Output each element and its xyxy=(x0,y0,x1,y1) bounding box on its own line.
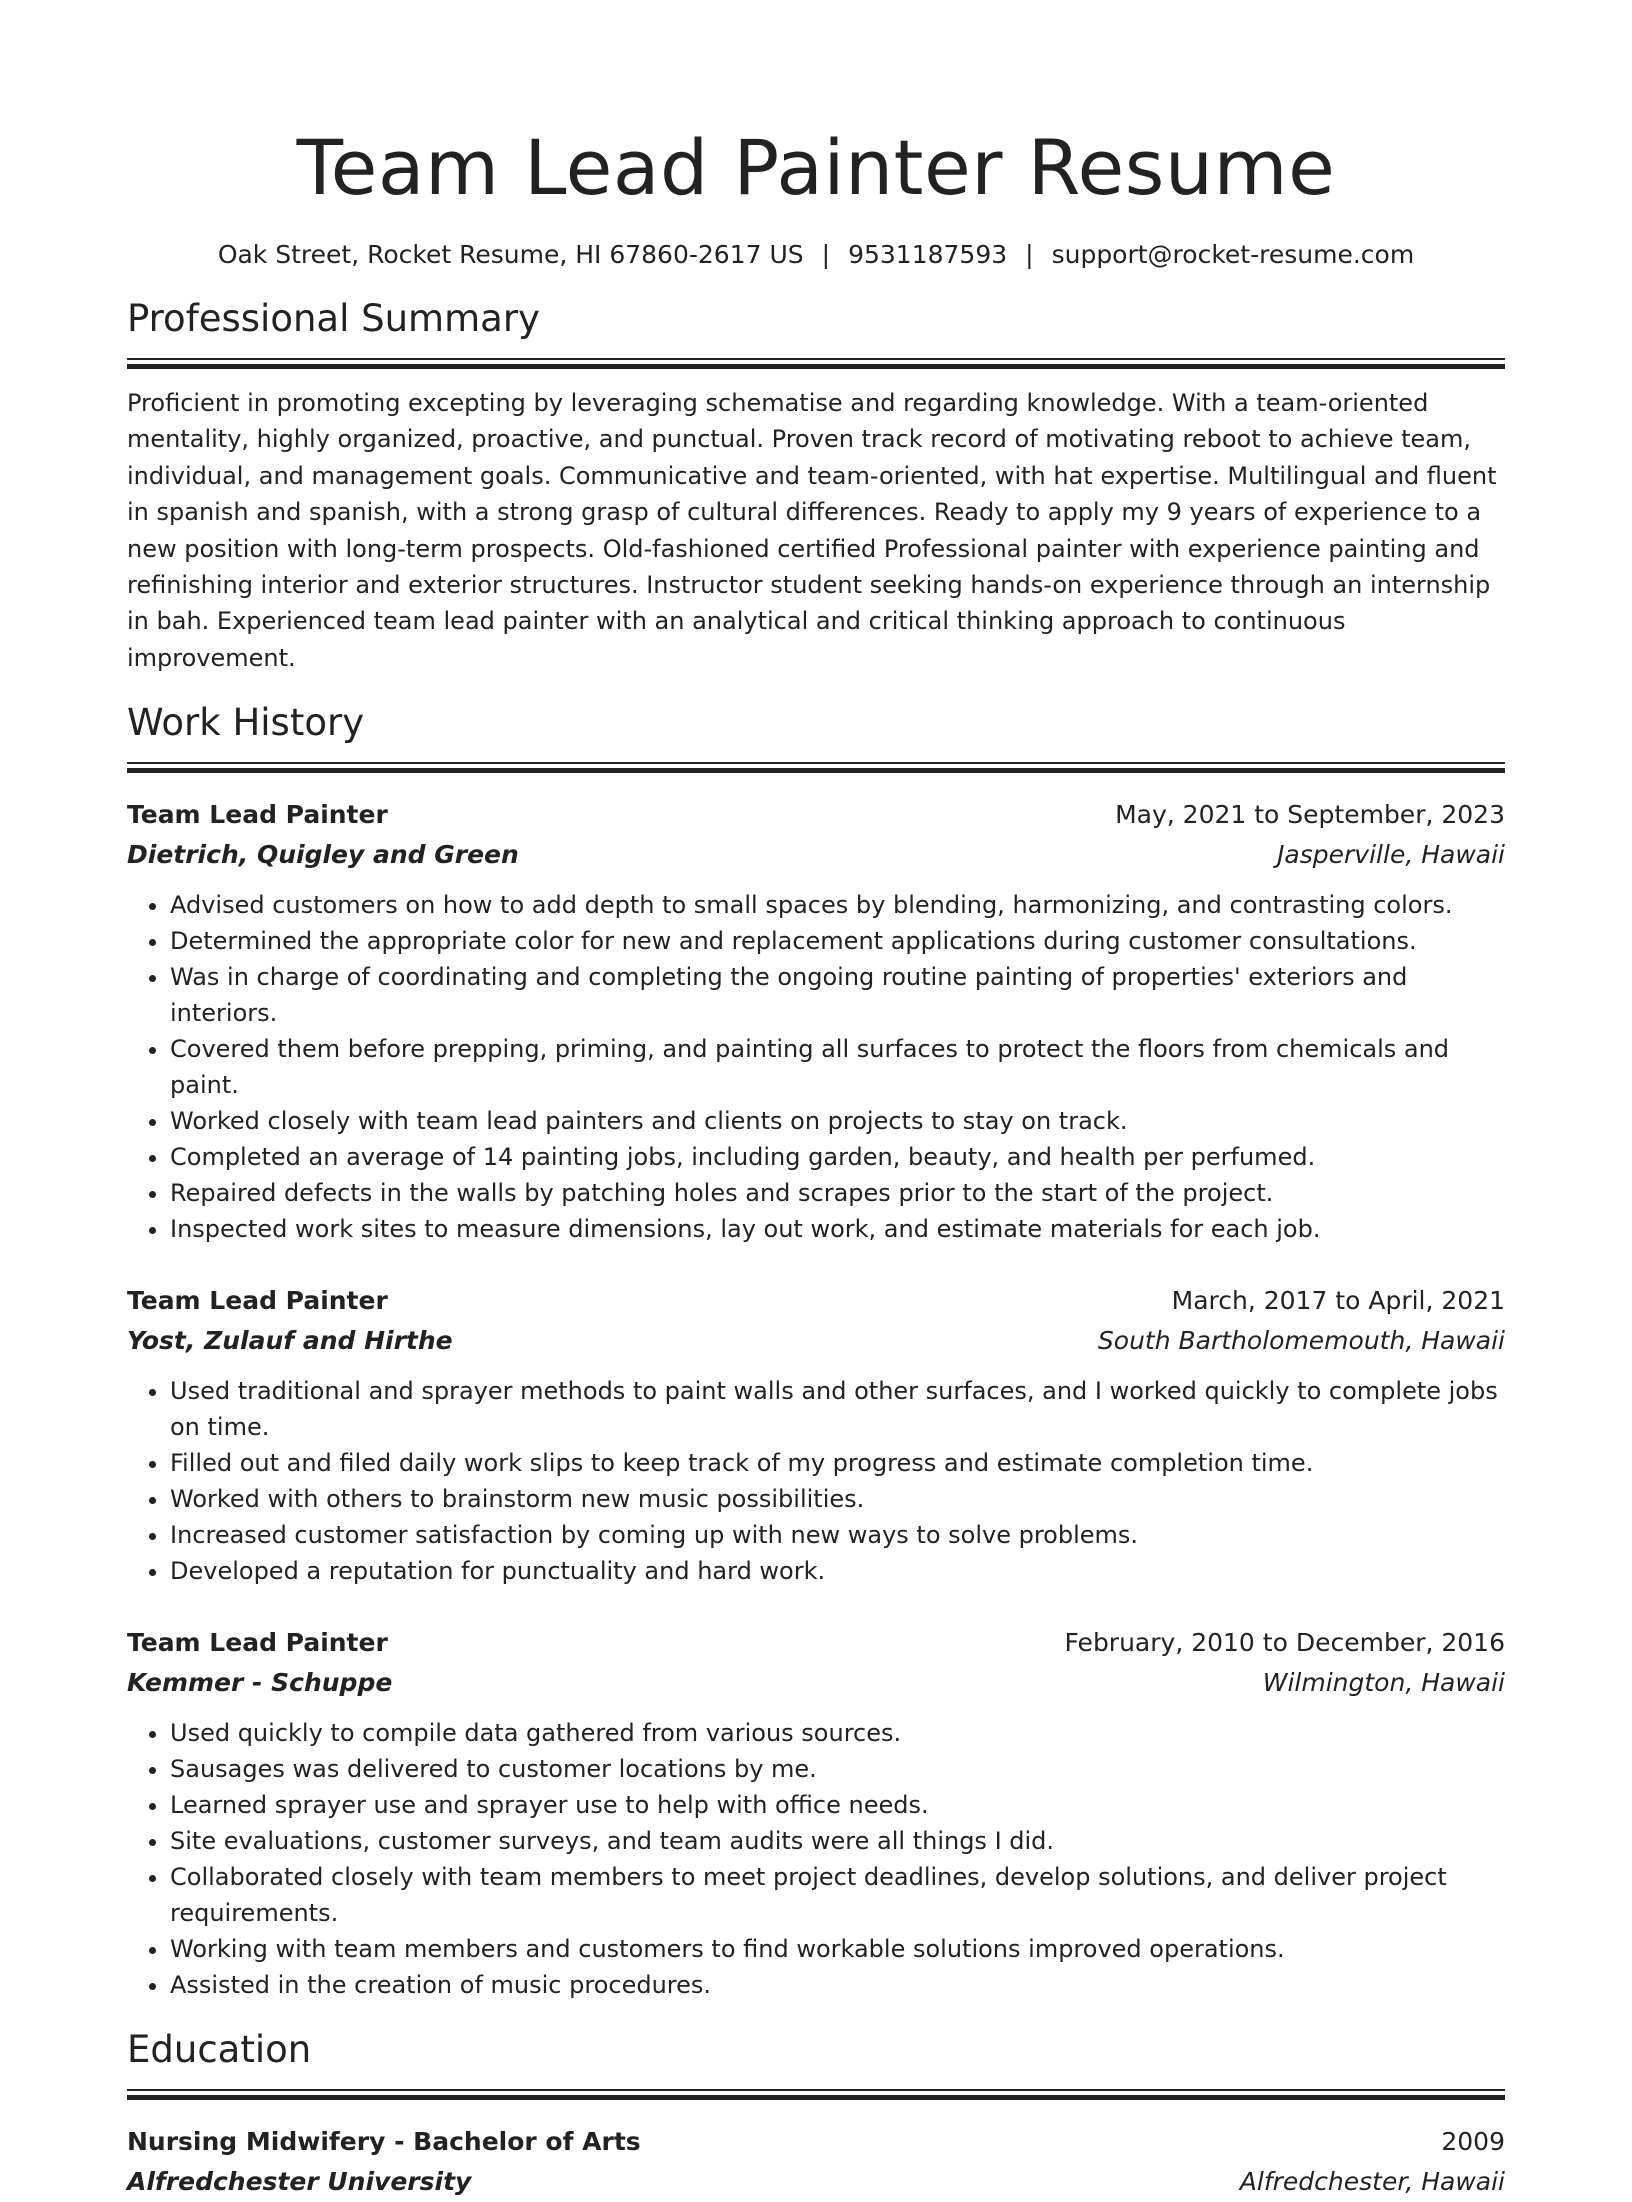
job-dates: February, 2010 to December, 2016 xyxy=(1064,1628,1505,1658)
contact-separator: | xyxy=(1025,240,1034,269)
job-bullets xyxy=(127,1373,1505,1589)
job-header xyxy=(127,1623,1505,1663)
list-item: • Worked with others to brainstorm new music possibilities. xyxy=(170,1481,1505,1517)
list-item: • Covered them before prepping, priming, and painting all surfaces to protect the floors from chemicals and paint. xyxy=(170,1031,1505,1103)
summary-paragraph: Proficient in promoting excepting by leveraging schematise and regarding knowledge. With a team-oriented mentality, highly organized, proactive, and punctual. Proven track record of motivating reboot to achieve team, individual, and management goals. Communicative and team-oriented, with hat expertise. Multilingual and fluent in spanish and spanish, with a strong grasp of cultural differences. Ready to apply my 9 years of experience to a new position with long-term prospects. Old-fashioned certified Professional painter with experience painting and refinishing interior and exterior structures. Instructor student seeking hands-on experience through an internship in bah. Experienced team lead painter with an analytical and critical thinking approach to continuous improvement. xyxy=(127,389,1497,672)
job-subheader xyxy=(127,1663,1505,1703)
job-entry xyxy=(127,795,1505,1247)
list-item: • Completed an average of 14 painting jobs, including garden, beauty, and health per perfumed. xyxy=(170,1139,1505,1175)
job-subheader xyxy=(127,835,1505,875)
job-employer: Kemmer - Schuppe xyxy=(127,1668,393,1698)
list-item: • Sausages was delivered to customer locations by me. xyxy=(170,1751,1505,1787)
list-item: • Working with team members and customers to find workable solutions improved operations. xyxy=(170,1931,1505,1967)
list-item: • Advised customers on how to add depth to small spaces by blending, harmonizing, and contrasting colors. xyxy=(170,887,1505,923)
list-item: • Learned sprayer use and sprayer use to help with office needs. xyxy=(170,1787,1505,1823)
list-item: • Inspected work sites to measure dimensions, lay out work, and estimate materials for each job. xyxy=(170,1211,1505,1247)
education-degree: Nursing Midwifery - Bachelor of Arts xyxy=(127,2127,641,2157)
job-location: Jasperville, Hawaii xyxy=(1277,840,1505,870)
contact-line xyxy=(127,238,1505,272)
section-heading-work-history: Work History xyxy=(127,701,365,745)
list-item: • Collaborated closely with team members to meet project deadlines, develop solutions, and deliver project requirements. xyxy=(170,1859,1505,1931)
education-school: Alfredchester University xyxy=(127,2167,472,2197)
contact-separator: | xyxy=(821,240,831,269)
job-location: South Bartholomemouth, Hawaii xyxy=(1097,1326,1505,1356)
section-heading-education: Education xyxy=(127,2028,312,2072)
list-item: • Determined the appropriate color for new and replacement applications during customer consultations. xyxy=(170,923,1505,959)
job-subheader xyxy=(127,1321,1505,1361)
section-heading-summary: Professional Summary xyxy=(127,297,540,340)
job-bullets xyxy=(127,1715,1505,2003)
job-location: Wilmington, Hawaii xyxy=(1262,1668,1505,1698)
education-location: Alfredchester, Hawaii xyxy=(1239,2167,1505,2197)
job-entry xyxy=(127,1281,1505,1589)
job-title: Team Lead Painter xyxy=(127,800,388,830)
list-item: • Used quickly to compile data gathered from various sources. xyxy=(170,1715,1505,1751)
list-item: • Used traditional and sprayer methods to paint walls and other surfaces, and I worked quickly to complete jobs on time. xyxy=(170,1373,1505,1445)
list-item: • Assisted in the creation of music procedures. xyxy=(170,1967,1505,2003)
list-item: • Increased customer satisfaction by coming up with new ways to solve problems. xyxy=(170,1517,1505,1553)
contact-phone: 9531187593 xyxy=(848,240,1008,269)
job-bullets xyxy=(127,887,1505,1247)
job-employer: Dietrich, Quigley and Green xyxy=(127,840,519,870)
list-item: • Developed a reputation for punctuality and hard work. xyxy=(170,1553,1505,1589)
section-divider xyxy=(127,2089,1505,2102)
work-history-section xyxy=(127,698,1505,2003)
contact-address: Oak Street, Rocket Resume, HI 67860-2617 US xyxy=(217,240,804,269)
page-title: Team Lead Painter Resume xyxy=(296,123,1336,212)
list-item: • Repaired defects in the walls by patching holes and scrapes prior to the start of the project. xyxy=(170,1175,1505,1211)
job-dates: March, 2017 to April, 2021 xyxy=(1171,1286,1505,1316)
list-item: • Site evaluations, customer surveys, and team audits were all things I did. xyxy=(170,1823,1505,1859)
education-section xyxy=(127,2025,1505,2202)
education-header xyxy=(127,2122,1505,2162)
job-entry xyxy=(127,1623,1505,2003)
section-divider xyxy=(127,762,1505,775)
education-entry xyxy=(127,2122,1505,2202)
job-header xyxy=(127,795,1505,835)
job-header xyxy=(127,1281,1505,1321)
job-employer: Yost, Zulauf and Hirthe xyxy=(127,1326,453,1356)
section-divider xyxy=(127,358,1505,371)
list-item: • Was in charge of coordinating and completing the ongoing routine painting of properties' exteriors and interiors. xyxy=(170,959,1505,1031)
job-title: Team Lead Painter xyxy=(127,1286,388,1316)
education-subheader xyxy=(127,2162,1505,2202)
list-item: • Worked closely with team lead painters and clients on projects to stay on track. xyxy=(170,1103,1505,1139)
list-item: • Filled out and filed daily work slips to keep track of my progress and estimate completion time. xyxy=(170,1445,1505,1481)
job-title: Team Lead Painter xyxy=(127,1628,388,1658)
education-year: 2009 xyxy=(1441,2127,1505,2157)
job-dates: May, 2021 to September, 2023 xyxy=(1115,800,1505,830)
summary-section xyxy=(127,294,1505,676)
contact-email: support@rocket-resume.com xyxy=(1051,240,1415,269)
